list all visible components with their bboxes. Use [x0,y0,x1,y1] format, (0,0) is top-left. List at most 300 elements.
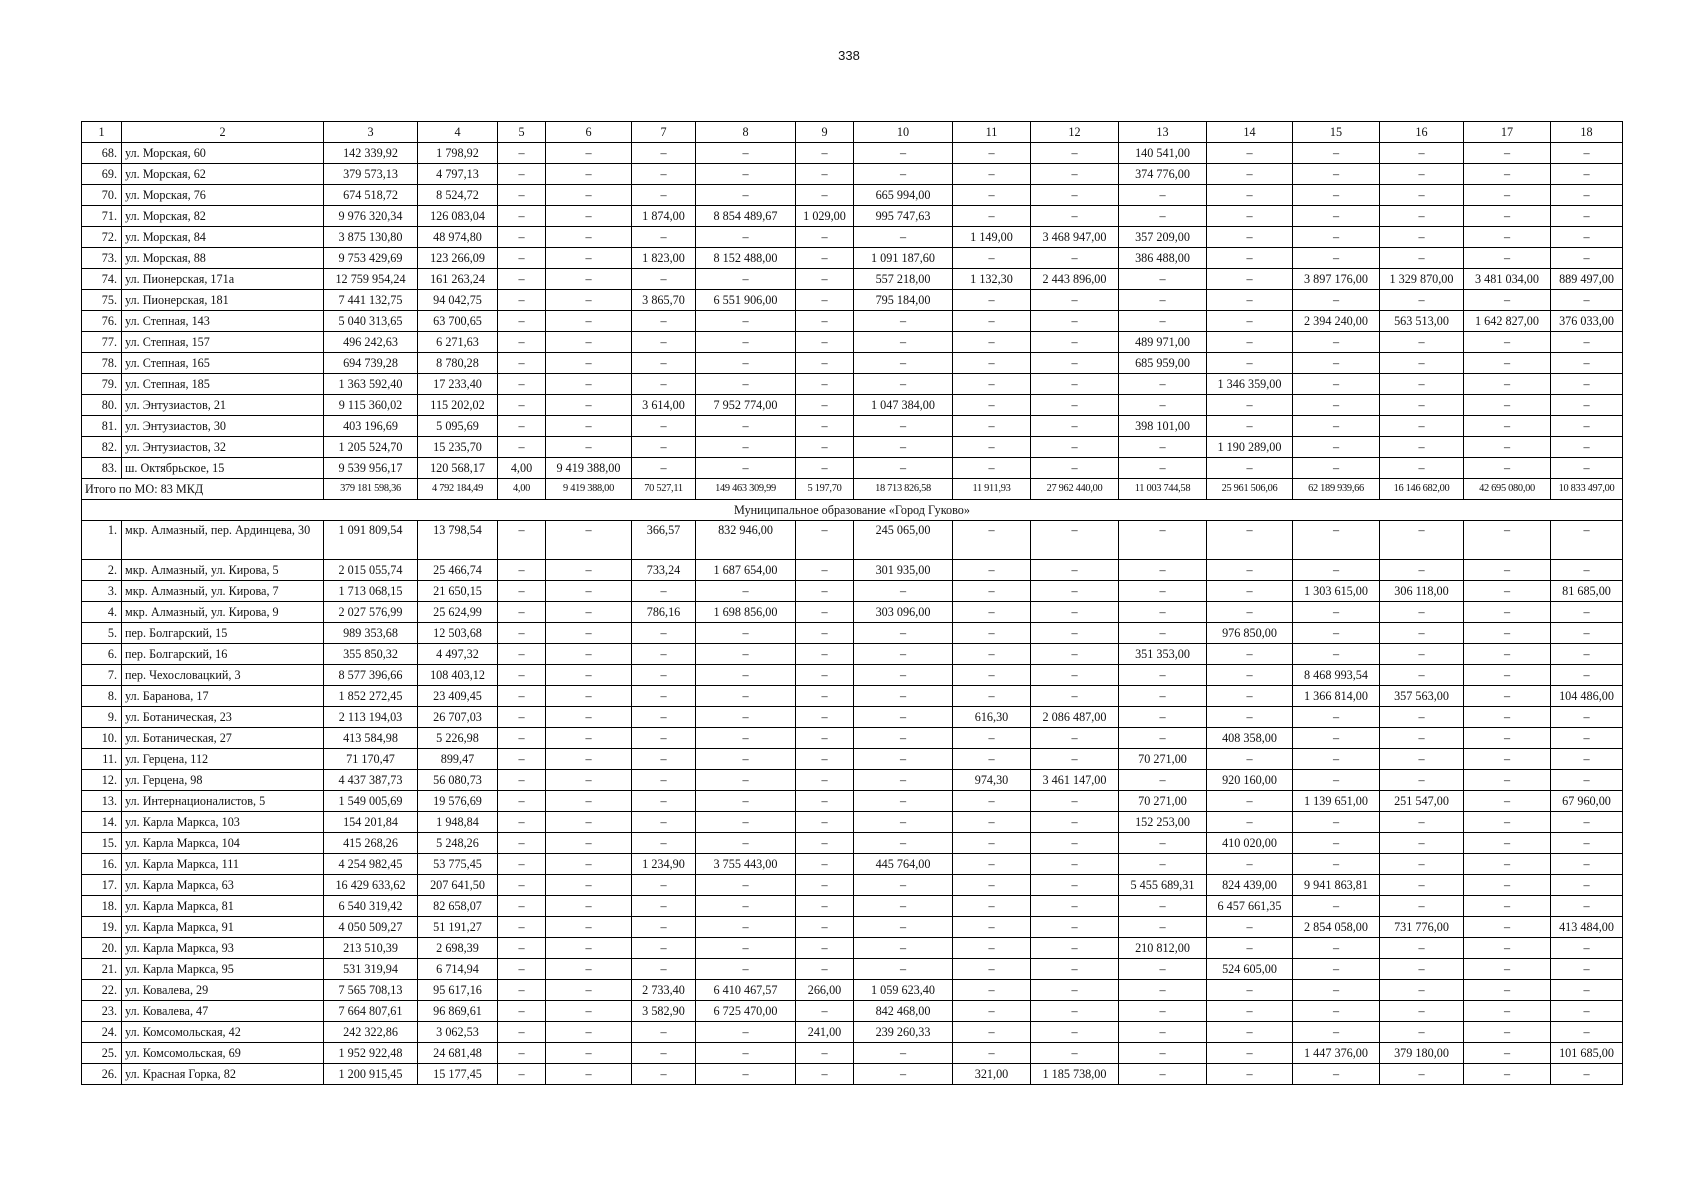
value-cell: – [796,353,854,374]
value-cell: – [1031,833,1119,854]
value-cell: 1 798,92 [418,143,498,164]
value-cell: 403 196,69 [324,416,418,437]
value-cell: 357 563,00 [1380,686,1464,707]
value-cell: 53 775,45 [418,854,498,875]
value-cell: – [1551,875,1623,896]
value-cell: – [498,227,546,248]
value-cell: – [1551,1064,1623,1085]
value-cell: – [1293,770,1380,791]
value-cell: – [953,686,1031,707]
value-cell: – [796,959,854,980]
address-cell: ул. Карла Маркса, 81 [122,896,324,917]
table-row [82,143,1623,164]
value-cell: – [696,437,796,458]
total-row [82,479,1623,500]
value-cell: – [546,896,632,917]
value-cell: – [498,206,546,227]
table-row [82,938,1623,959]
address-cell: ул. Ботаническая, 27 [122,728,324,749]
value-cell: – [546,416,632,437]
value-cell: 685 959,00 [1119,353,1207,374]
value-cell: – [498,791,546,812]
address-cell: ул. Ковалева, 47 [122,1001,324,1022]
value-cell: – [1380,623,1464,644]
value-cell: 2 394 240,00 [1293,311,1380,332]
value-cell: 1 303 615,00 [1293,581,1380,602]
table-row [82,206,1623,227]
value-cell: – [632,644,696,665]
value-cell: – [632,1064,696,1085]
value-cell: 24 681,48 [418,1043,498,1064]
value-cell: 23 409,45 [418,686,498,707]
value-cell: – [1119,1043,1207,1064]
value-cell: – [1293,353,1380,374]
value-cell: – [796,1001,854,1022]
value-cell: – [1293,248,1380,269]
value-cell: 7 565 708,13 [324,980,418,1001]
value-cell: – [796,521,854,560]
value-cell: 616,30 [953,707,1031,728]
value-cell: – [1119,1064,1207,1085]
value-cell: – [1119,917,1207,938]
total-label: Итого по МО: 83 МКД [82,479,324,500]
value-cell: – [1293,560,1380,581]
value-cell: – [1464,227,1551,248]
value-cell: – [1464,644,1551,665]
row-number-cell: 81. [82,416,122,437]
value-cell: – [1207,854,1293,875]
value-cell: – [546,248,632,269]
value-cell: – [854,686,953,707]
address-cell: ул. Красная Горка, 82 [122,1064,324,1085]
value-cell: – [1551,353,1623,374]
value-cell: – [696,938,796,959]
value-cell: 1 205 524,70 [324,437,418,458]
row-number-cell: 79. [82,374,122,395]
value-cell: 557 218,00 [854,269,953,290]
value-cell: – [854,1043,953,1064]
value-cell: – [632,416,696,437]
value-cell: 13 798,54 [418,521,498,560]
value-cell: – [1119,560,1207,581]
value-cell: – [1031,581,1119,602]
column-number-cell: 13 [1119,122,1207,143]
total-value-cell: 25 961 506,06 [1207,479,1293,500]
value-cell: – [498,395,546,416]
value-cell: – [796,875,854,896]
value-cell: – [546,875,632,896]
value-cell: – [854,707,953,728]
table-row [82,1064,1623,1085]
value-cell: – [632,728,696,749]
value-cell: – [1551,458,1623,479]
value-cell: – [1031,896,1119,917]
value-cell: 2 015 055,74 [324,560,418,581]
address-cell: пер. Болгарский, 16 [122,644,324,665]
row-number-cell: 15. [82,833,122,854]
value-cell: – [953,833,1031,854]
value-cell: – [1207,185,1293,206]
row-number-cell: 26. [82,1064,122,1085]
value-cell: 3 755 443,00 [696,854,796,875]
value-cell: 6 540 319,42 [324,896,418,917]
value-cell: – [1380,164,1464,185]
value-cell: 161 263,24 [418,269,498,290]
value-cell: – [1031,875,1119,896]
table-row [82,290,1623,311]
value-cell: 71 170,47 [324,749,418,770]
column-number-cell: 5 [498,122,546,143]
value-cell: – [953,854,1031,875]
value-cell: – [498,665,546,686]
column-number-cell: 9 [796,122,854,143]
value-cell: – [1380,437,1464,458]
column-number-cell: 8 [696,122,796,143]
value-cell: – [1551,248,1623,269]
value-cell: – [546,707,632,728]
value-cell: – [498,623,546,644]
value-cell: – [632,374,696,395]
value-cell: 115 202,02 [418,395,498,416]
value-cell: 1 091 187,60 [854,248,953,269]
value-cell: – [1464,1043,1551,1064]
value-cell: 4 497,32 [418,644,498,665]
value-cell: – [1293,227,1380,248]
value-cell: – [632,1043,696,1064]
value-cell: – [1207,248,1293,269]
value-cell: – [1551,521,1623,560]
value-cell: – [1464,665,1551,686]
value-cell: – [1464,521,1551,560]
value-cell: 19 576,69 [418,791,498,812]
value-cell: – [1207,164,1293,185]
value-cell: 1 549 005,69 [324,791,418,812]
value-cell: – [1464,875,1551,896]
value-cell: 9 976 320,34 [324,206,418,227]
value-cell: 398 101,00 [1119,416,1207,437]
column-number-cell: 14 [1207,122,1293,143]
value-cell: – [953,1001,1031,1022]
address-cell: ул. Степная, 165 [122,353,324,374]
value-cell: – [1031,248,1119,269]
value-cell: 408 358,00 [1207,728,1293,749]
value-cell: – [1119,854,1207,875]
value-cell: – [1551,728,1623,749]
value-cell: 9 753 429,69 [324,248,418,269]
value-cell: 1 852 272,45 [324,686,418,707]
total-value-cell: 18 713 826,58 [854,479,953,500]
value-cell: 6 457 661,35 [1207,896,1293,917]
value-cell: 3 897 176,00 [1293,269,1380,290]
value-cell: 1 447 376,00 [1293,1043,1380,1064]
row-number-cell: 70. [82,185,122,206]
value-cell: – [953,164,1031,185]
table-row [82,458,1623,479]
value-cell: – [546,770,632,791]
value-cell: – [696,791,796,812]
value-cell: 9 539 956,17 [324,458,418,479]
value-cell: – [1031,602,1119,623]
value-cell: – [1464,917,1551,938]
value-cell: – [796,332,854,353]
column-number-cell: 7 [632,122,696,143]
value-cell: – [854,644,953,665]
value-cell: 920 160,00 [1207,770,1293,791]
value-cell: – [1119,521,1207,560]
value-cell: – [953,728,1031,749]
value-cell: – [1464,770,1551,791]
address-cell: пер. Болгарский, 15 [122,623,324,644]
value-cell: – [1031,728,1119,749]
value-cell: – [854,959,953,980]
table-row [82,560,1623,581]
value-cell: 1 200 915,45 [324,1064,418,1085]
value-cell: 376 033,00 [1551,311,1623,332]
value-cell: – [1380,206,1464,227]
value-cell: – [796,896,854,917]
value-cell: – [498,938,546,959]
value-cell: – [1207,206,1293,227]
value-cell: – [1293,416,1380,437]
total-value-cell: 11 911,93 [953,479,1031,500]
value-cell: 415 268,26 [324,833,418,854]
value-cell: – [498,917,546,938]
value-cell: – [854,875,953,896]
value-cell: – [696,353,796,374]
value-cell: – [1551,290,1623,311]
value-cell: 95 617,16 [418,980,498,1001]
value-cell: – [546,311,632,332]
value-cell: – [1380,458,1464,479]
value-cell: 694 739,28 [324,353,418,374]
value-cell: – [696,959,796,980]
value-cell: – [796,374,854,395]
value-cell: – [796,1043,854,1064]
value-cell: 63 700,65 [418,311,498,332]
value-cell: 413 584,98 [324,728,418,749]
value-cell: – [1464,686,1551,707]
total-value-cell: 27 962 440,00 [1031,479,1119,500]
total-value-cell: 5 197,70 [796,479,854,500]
value-cell: 524 605,00 [1207,959,1293,980]
value-cell: – [796,164,854,185]
value-cell: – [1464,791,1551,812]
value-cell: 2 113 194,03 [324,707,418,728]
row-number-cell: 9. [82,707,122,728]
value-cell: 731 776,00 [1380,917,1464,938]
value-cell: – [498,854,546,875]
value-cell: 366,57 [632,521,696,560]
value-cell: 25 466,74 [418,560,498,581]
value-cell: – [796,416,854,437]
value-cell: – [1464,143,1551,164]
address-cell: ул. Пионерская, 171а [122,269,324,290]
value-cell: – [796,395,854,416]
value-cell: 104 486,00 [1551,686,1623,707]
column-number-cell: 2 [122,122,324,143]
value-cell: – [953,959,1031,980]
address-cell: ул. Ботаническая, 23 [122,707,324,728]
value-cell: – [1119,437,1207,458]
value-cell: 379 180,00 [1380,1043,1464,1064]
row-number-cell: 1. [82,521,122,560]
value-cell: – [696,917,796,938]
value-cell: – [498,143,546,164]
value-cell: 9 941 863,81 [1293,875,1380,896]
table-row [82,728,1623,749]
value-cell: 321,00 [953,1064,1031,1085]
value-cell: – [696,143,796,164]
value-cell: – [1031,980,1119,1001]
total-value-cell: 149 463 309,99 [696,479,796,500]
value-cell: 1 047 384,00 [854,395,953,416]
value-cell: – [1464,560,1551,581]
address-cell: ул. Морская, 60 [122,143,324,164]
value-cell: – [1293,896,1380,917]
address-cell: ул. Энтузиастов, 21 [122,395,324,416]
row-number-cell: 14. [82,812,122,833]
table-row [82,269,1623,290]
value-cell: – [546,332,632,353]
value-cell: – [546,227,632,248]
value-cell: – [498,686,546,707]
value-cell: – [1119,623,1207,644]
value-cell: – [1207,707,1293,728]
row-number-cell: 3. [82,581,122,602]
value-cell: 1 366 814,00 [1293,686,1380,707]
value-cell: – [796,665,854,686]
value-cell: 96 869,61 [418,1001,498,1022]
value-cell: 8 468 993,54 [1293,665,1380,686]
value-cell: – [1464,833,1551,854]
value-cell: – [1031,164,1119,185]
value-cell: 301 935,00 [854,560,953,581]
value-cell: – [546,980,632,1001]
value-cell: 210 812,00 [1119,938,1207,959]
value-cell: – [1551,833,1623,854]
table-row [82,416,1623,437]
value-cell: – [1207,1022,1293,1043]
value-cell: 306 118,00 [1380,581,1464,602]
value-cell: – [1031,749,1119,770]
value-cell: 374 776,00 [1119,164,1207,185]
value-cell: 4 254 982,45 [324,854,418,875]
value-cell: – [953,560,1031,581]
value-cell: – [546,623,632,644]
value-cell: – [953,875,1031,896]
value-cell: – [696,1022,796,1043]
value-cell: 1 874,00 [632,206,696,227]
value-cell: – [1031,437,1119,458]
value-cell: – [1551,332,1623,353]
value-cell: 142 339,92 [324,143,418,164]
value-cell: – [498,332,546,353]
value-cell: 17 233,40 [418,374,498,395]
value-cell: – [1119,896,1207,917]
value-cell: – [953,581,1031,602]
value-cell: – [1464,416,1551,437]
value-cell: – [1207,269,1293,290]
value-cell: – [1380,332,1464,353]
value-cell: – [1464,854,1551,875]
table-row [82,1022,1623,1043]
value-cell: – [953,437,1031,458]
value-cell: – [1551,602,1623,623]
value-cell: – [1380,665,1464,686]
address-cell: ул. Герцена, 98 [122,770,324,791]
value-cell: – [546,395,632,416]
value-cell: – [854,332,953,353]
value-cell: 995 747,63 [854,206,953,227]
value-cell: 1 952 922,48 [324,1043,418,1064]
row-number-cell: 16. [82,854,122,875]
value-cell: – [1031,938,1119,959]
row-number-cell: 12. [82,770,122,791]
value-cell: – [696,833,796,854]
value-cell: – [632,185,696,206]
value-cell: – [854,812,953,833]
value-cell: – [632,581,696,602]
value-cell: – [854,311,953,332]
value-cell: – [1031,206,1119,227]
value-cell: 207 641,50 [418,875,498,896]
value-cell: 355 850,32 [324,644,418,665]
value-cell: – [1380,521,1464,560]
value-cell: – [796,560,854,581]
value-cell: – [546,1001,632,1022]
value-cell: – [1207,353,1293,374]
value-cell: 245 065,00 [854,521,953,560]
value-cell: – [1551,227,1623,248]
table-row [82,311,1623,332]
value-cell: – [1551,560,1623,581]
table-row [82,644,1623,665]
value-cell: – [953,1022,1031,1043]
value-cell: – [1551,416,1623,437]
value-cell: – [1464,185,1551,206]
value-cell: 108 403,12 [418,665,498,686]
table-row [82,707,1623,728]
value-cell: – [1464,437,1551,458]
value-cell: 489 971,00 [1119,332,1207,353]
value-cell: – [854,581,953,602]
value-cell: 241,00 [796,1022,854,1043]
value-cell: 25 624,99 [418,602,498,623]
value-cell: 251 547,00 [1380,791,1464,812]
row-number-cell: 25. [82,1043,122,1064]
value-cell: – [546,749,632,770]
value-cell: 2 086 487,00 [1031,707,1119,728]
value-cell: 3 614,00 [632,395,696,416]
value-cell: – [696,269,796,290]
total-value-cell: 4,00 [498,479,546,500]
value-cell: – [953,311,1031,332]
value-cell: 7 664 807,61 [324,1001,418,1022]
value-cell: – [1207,458,1293,479]
value-cell: 120 568,17 [418,458,498,479]
value-cell: – [696,416,796,437]
value-cell: – [854,749,953,770]
value-cell: – [1293,437,1380,458]
value-cell: – [1119,269,1207,290]
value-cell: – [1464,374,1551,395]
value-cell: – [546,728,632,749]
value-cell: – [1464,623,1551,644]
row-number-cell: 10. [82,728,122,749]
value-cell: – [498,602,546,623]
value-cell: 266,00 [796,980,854,1001]
value-cell: – [546,185,632,206]
